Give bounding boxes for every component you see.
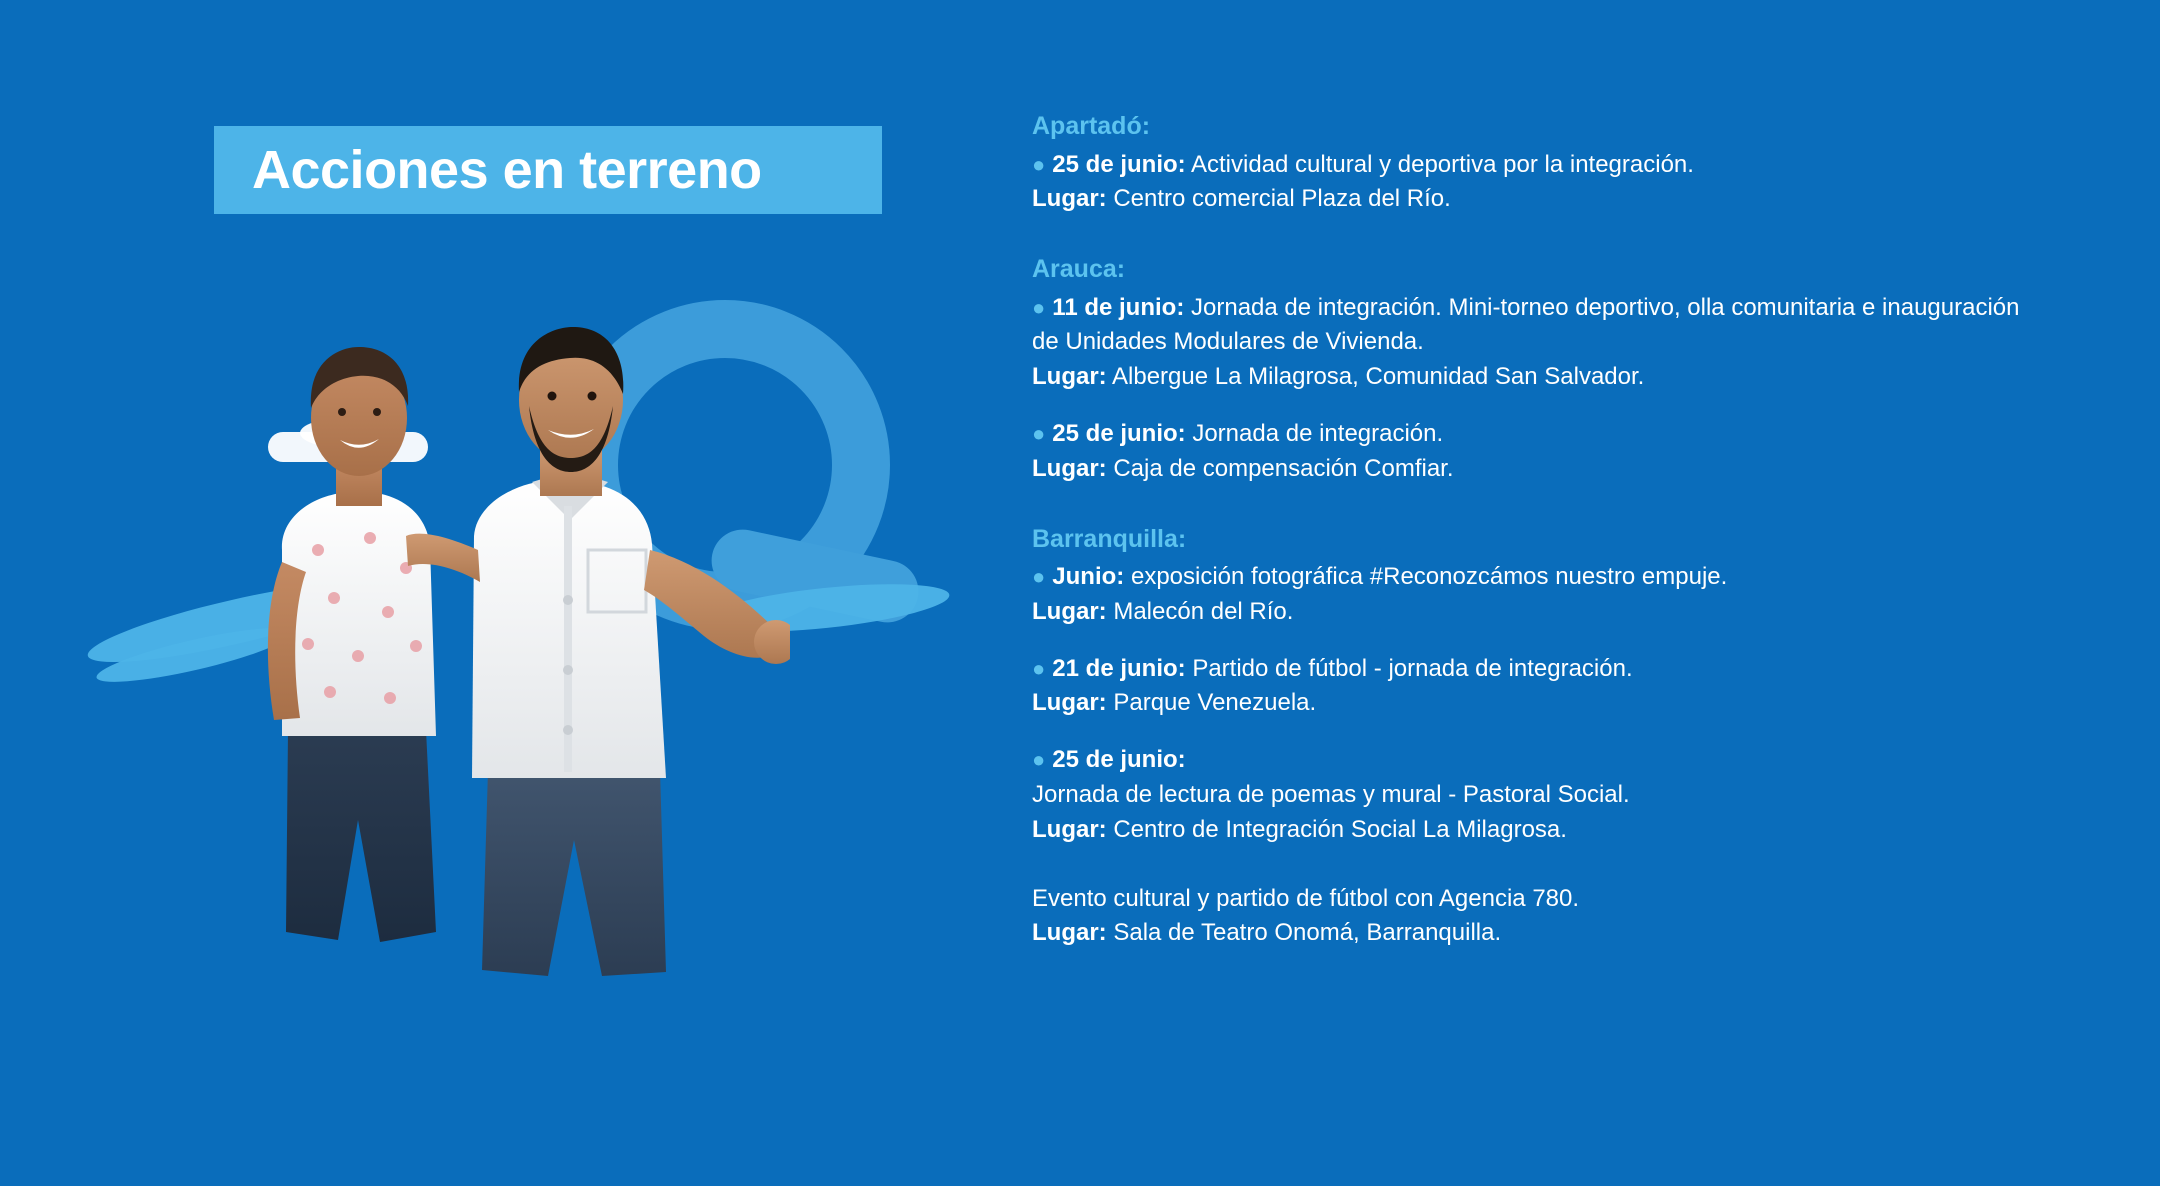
bullet-icon: ●: [1032, 420, 1046, 446]
closing-place: [1032, 916, 2032, 951]
closing-event-entry: [1032, 882, 2032, 952]
event-place: [1032, 686, 2032, 721]
city-block-barranquilla: [1032, 521, 2032, 952]
event-place: [1032, 182, 2032, 217]
event-date: 11 de junio:: [1052, 293, 1185, 321]
left-column: [0, 0, 980, 1186]
spacer: [1032, 487, 2032, 521]
city-heading: Apartadó:: [1032, 112, 1151, 140]
place-value: Malecón del Río.: [1113, 597, 1294, 625]
event-date: 25 de junio:: [1052, 150, 1186, 178]
event-date-description: [1032, 560, 2032, 595]
event-description: Actividad cultural y deportiva por la integración.: [1191, 150, 1694, 178]
event-place: [1032, 360, 2032, 395]
spacer: [1032, 721, 2032, 743]
event-date-description: [1032, 291, 2032, 361]
closing-description: Evento cultural y partido de fútbol con Agencia 780.: [1032, 884, 1580, 912]
event-description: Jornada de lectura de poemas y mural - Pastoral Social.: [1032, 781, 1630, 809]
event-date: 21 de junio:: [1052, 654, 1186, 682]
page-title: Acciones en terreno: [252, 140, 762, 200]
place-value: Centro de Integración Social La Milagrosa.: [1113, 815, 1567, 843]
place-value: Sala de Teatro Onomá, Barranquilla.: [1113, 919, 1502, 947]
city-block-arauca: [1032, 251, 2032, 486]
place-value: Albergue La Milagrosa, Comunidad San Salvador.: [1112, 363, 1645, 391]
spacer: [1032, 217, 2032, 251]
event-date: [1032, 743, 2032, 778]
place-label: Lugar:: [1032, 815, 1107, 843]
event-entry: [1032, 743, 2032, 847]
event-place: [1032, 813, 2032, 848]
bullet-icon: ●: [1032, 564, 1046, 590]
bullet-icon: ●: [1032, 655, 1046, 681]
event-date-value: 25 de junio:: [1052, 746, 1186, 774]
bullet-icon: ●: [1032, 294, 1046, 320]
spacer: [1032, 395, 2032, 417]
place-label: Lugar:: [1032, 689, 1107, 717]
event-date: 25 de junio:: [1052, 419, 1186, 447]
event-entry: [1032, 148, 2032, 218]
place-value: Caja de compensación Comfiar.: [1113, 454, 1454, 482]
place-value: Centro comercial Plaza del Río.: [1113, 185, 1451, 213]
event-entry: [1032, 417, 2032, 487]
place-label: Lugar:: [1032, 454, 1107, 482]
spacer: [1032, 848, 2032, 882]
place-label: Lugar:: [1032, 363, 1107, 391]
event-description: Partido de fútbol - jornada de integración.: [1192, 654, 1633, 682]
city-heading: Arauca:: [1032, 255, 1126, 284]
event-place: [1032, 452, 2032, 487]
events-list: [1032, 108, 2032, 951]
title-banner: [214, 126, 882, 214]
event-date: Junio:: [1052, 563, 1125, 591]
event-description: Jornada de integración.: [1192, 419, 1444, 447]
event-entry: [1032, 291, 2032, 395]
couple-photo: [230, 300, 790, 990]
bullet-icon: ●: [1032, 151, 1046, 177]
event-date-description: [1032, 652, 2032, 687]
place-label: Lugar:: [1032, 597, 1107, 625]
event-description: exposición fotográfica #Reconozcámos nuestro empuje.: [1130, 563, 1728, 591]
place-label: Lugar:: [1032, 185, 1107, 213]
city-heading: Barranquilla:: [1032, 524, 1187, 553]
bullet-icon: ●: [1032, 747, 1046, 773]
place-value: Parque Venezuela.: [1113, 689, 1317, 717]
event-date-description: [1032, 417, 2032, 452]
event-place: [1032, 595, 2032, 630]
event-entry: [1032, 652, 2032, 722]
spacer: [1032, 630, 2032, 652]
event-date-description: [1032, 148, 2032, 183]
event-description: Jornada de integración. Mini-torneo deportivo, olla comunitaria e inauguración de Unidades Modulares de Vivienda.: [1032, 293, 2020, 356]
place-label: Lugar:: [1032, 919, 1107, 947]
event-entry: [1032, 560, 2032, 630]
city-block-apartado: [1032, 108, 2032, 217]
